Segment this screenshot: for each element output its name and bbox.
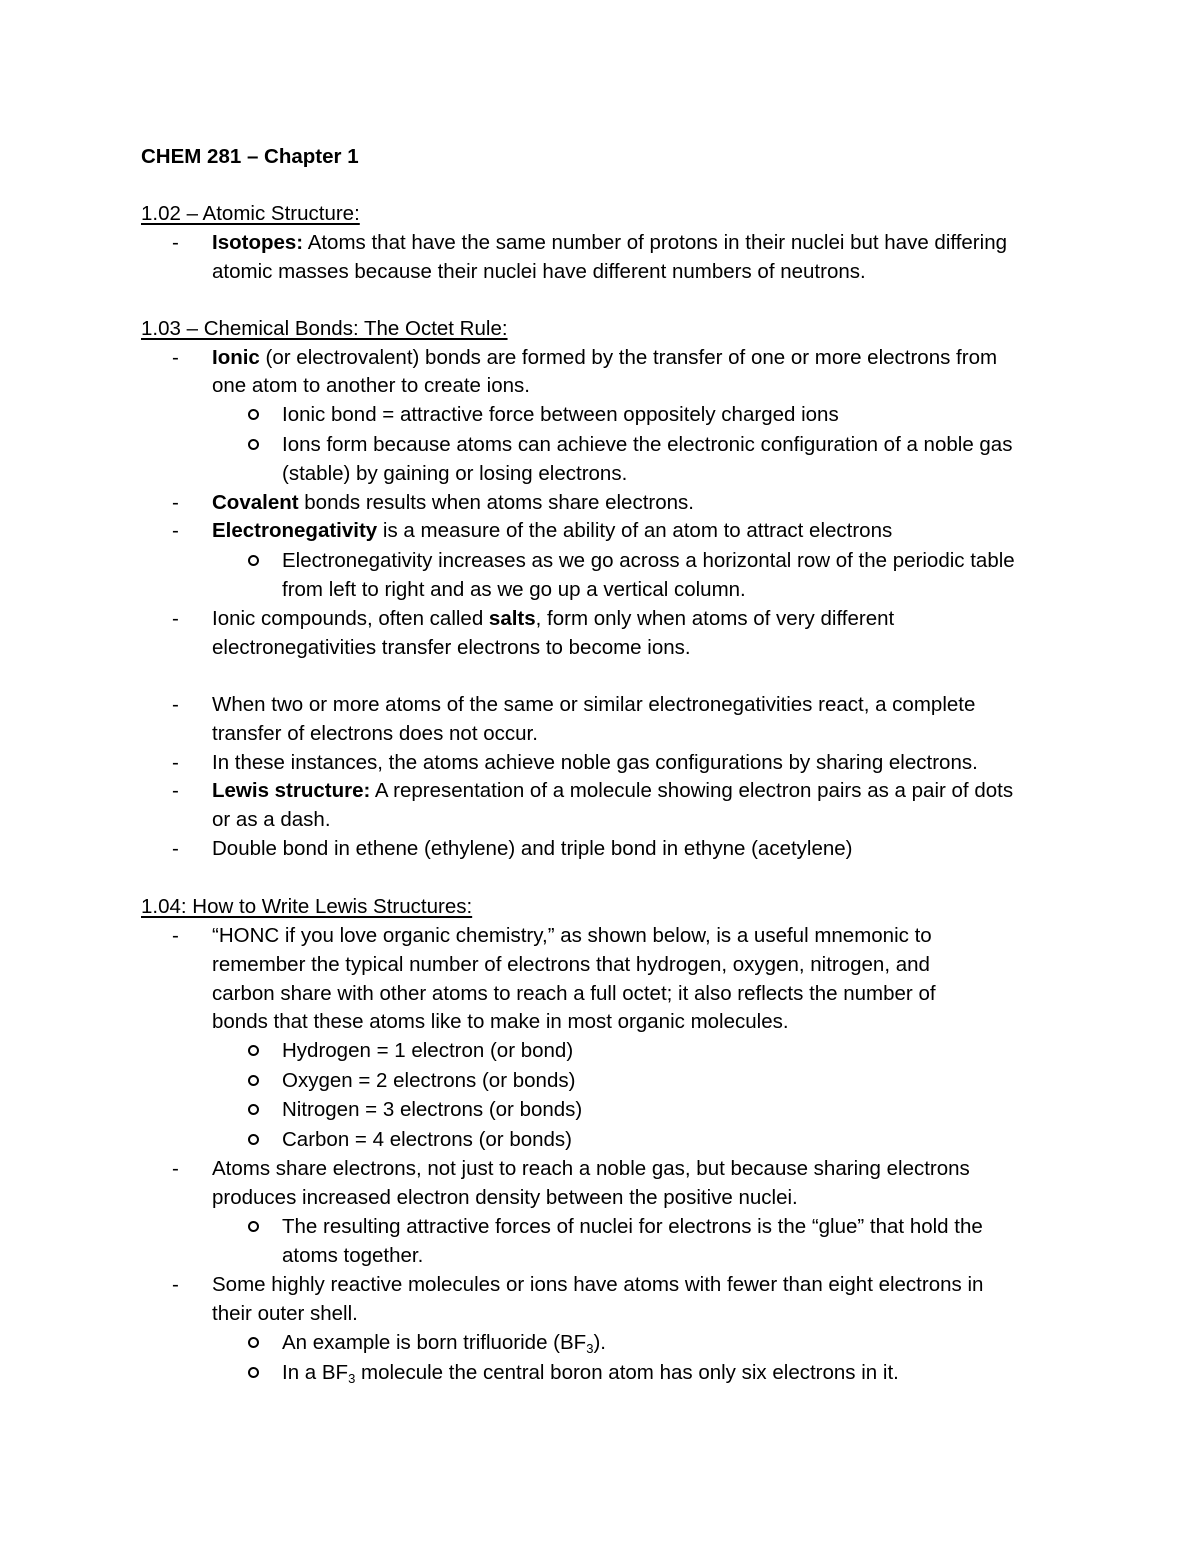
bullet-dash: -	[172, 924, 179, 947]
sub-bullet-carbon: Carbon = 4 electrons (or bonds)	[282, 1128, 573, 1151]
bullet-reactive-cont: their outer shell.	[212, 1302, 358, 1325]
sub-bullet-glue: The resulting attractive forces of nuclei for electrons is the “glue” that hold the	[282, 1215, 983, 1238]
bullet-share-electrons: Atoms share electrons, not just to reach a noble gas, but because sharing electrons	[212, 1157, 970, 1180]
sub-bullet-bf3-example: An example is born trifluoride $(BF_3)$.	[282, 1331, 606, 1356]
bullet-dash: -	[172, 693, 179, 716]
bullet-dash: -	[172, 607, 179, 630]
bullet-dash: -	[172, 231, 179, 254]
bullet-dash: -	[172, 519, 179, 542]
bullet-dash: -	[172, 837, 179, 860]
bullet-dash: -	[172, 779, 179, 802]
bullet-isotopes-cont: atomic masses because their nuclei have different numbers of neutrons.	[212, 260, 866, 283]
bullet-ionic: Ionic (or electrovalent) bonds are formed by the transfer of one or more electrons from	[212, 346, 998, 369]
sub-bullet-circle	[248, 1221, 259, 1232]
bullet-share-electrons-cont: produces increased electron density between the positive nuclei.	[212, 1186, 798, 1209]
bullet-similar-en-cont: transfer of electrons does not occur.	[212, 722, 538, 745]
section-heading-1-04: 1.04: How to Write Lewis Structures:	[141, 895, 473, 918]
bullet-honc-cont: bonds that these atoms like to make in most organic molecules.	[212, 1010, 789, 1033]
sub-bullet-ions-form-cont: (stable) by gaining or losing electrons.	[282, 462, 628, 485]
bullet-salts: Ionic compounds, often called salts, form only when atoms of very different	[212, 607, 895, 630]
bullet-covalent: Covalent bonds results when atoms share electrons.	[212, 491, 694, 514]
sub-bullet-circle	[248, 1337, 259, 1348]
sub-bullet-circle	[248, 555, 259, 566]
sub-bullet-ionic-bond: Ionic bond = attractive force between oppositely charged ions	[282, 403, 839, 426]
bullet-dash: -	[172, 1273, 179, 1296]
bullet-isotopes: Isotopes: Atoms that have the same number of protons in their nuclei but have differing	[212, 231, 1007, 254]
sub-bullet-circle	[248, 1104, 259, 1115]
sub-bullet-nitrogen: Nitrogen = 3 electrons (or bonds)	[282, 1098, 583, 1121]
sub-bullet-circle	[248, 1134, 259, 1145]
document-title: CHEM 281 – Chapter 1	[141, 145, 359, 168]
bullet-dash: -	[172, 751, 179, 774]
bullet-lewis-structure-cont: or as a dash.	[212, 808, 331, 831]
sub-bullet-circle	[248, 1075, 259, 1086]
sub-bullet-en-trend-cont: from left to right and as we go up a vertical column.	[282, 578, 746, 601]
sub-bullet-en-trend: Electronegativity increases as we go across a horizontal row of the periodic table	[282, 549, 1015, 572]
bullet-honc-cont: remember the typical number of electrons that hydrogen, oxygen, nitrogen, and	[212, 953, 930, 976]
bullet-ionic-cont: one atom to another to create ions.	[212, 374, 530, 397]
sub-bullet-circle	[248, 1367, 259, 1378]
bullet-dash: -	[172, 346, 179, 369]
sub-bullet-circle	[248, 1045, 259, 1056]
bullet-honc-cont: carbon share with other atoms to reach a full octet; it also reflects the number of	[212, 982, 936, 1005]
sub-bullet-circle	[248, 439, 259, 450]
bullet-dash: -	[172, 491, 179, 514]
section-heading-1-03: 1.03 – Chemical Bonds: The Octet Rule:	[141, 317, 508, 340]
bullet-honc: “HONC if you love organic chemistry,” as shown below, is a useful mnemonic to	[212, 924, 932, 947]
bullet-reactive: Some highly reactive molecules or ions have atoms with fewer than eight electrons in	[212, 1273, 984, 1296]
sub-bullet-circle	[248, 409, 259, 420]
sub-bullet-ions-form: Ions form because atoms can achieve the electronic configuration of a noble gas	[282, 433, 1013, 456]
bullet-lewis-structure: Lewis structure: A representation of a molecule showing electron pairs as a pair of dots	[212, 779, 1014, 802]
sub-bullet-bf3-molecule: In a $BF_3$ molecule the central boron atom has only six electrons in it.	[282, 1361, 899, 1386]
sub-bullet-hydrogen: Hydrogen = 1 electron (or bond)	[282, 1039, 574, 1062]
section-heading-1-02: 1.02 – Atomic Structure:	[141, 202, 360, 225]
bullet-similar-en: When two or more atoms of the same or similar electronegativities react, a complete	[212, 693, 976, 716]
bullet-salts-cont: electronegativities transfer electrons to become ions.	[212, 636, 691, 659]
sub-bullet-oxygen: Oxygen = 2 electrons (or bonds)	[282, 1069, 576, 1092]
sub-bullet-glue-cont: atoms together.	[282, 1244, 424, 1267]
bullet-double-bond: Double bond in ethene (ethylene) and triple bond in ethyne (acetylene)	[212, 837, 853, 860]
bullet-dash: -	[172, 1157, 179, 1180]
bullet-instances: In these instances, the atoms achieve noble gas configurations by sharing electrons.	[212, 751, 978, 774]
bullet-electronegativity: Electronegativity is a measure of the ability of an atom to attract electrons	[212, 519, 893, 542]
